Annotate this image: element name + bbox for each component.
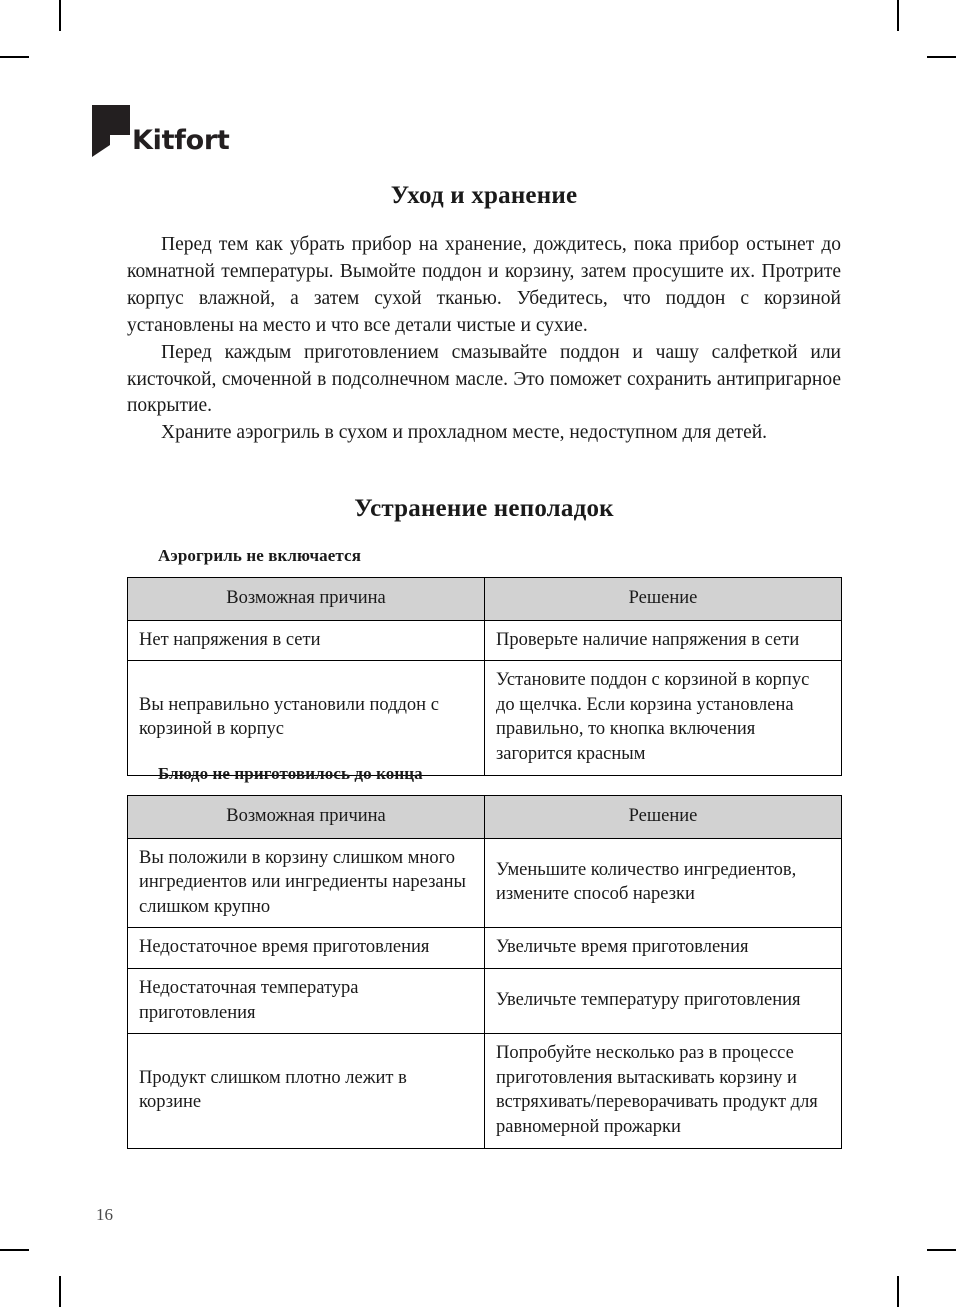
table-header-row [128,796,842,839]
section-title-troubleshooting: Устранение неполадок [354,495,614,522]
cell-solution: Установите поддон с корзиной в корпус до щелчка. Если корзина установлена правильно, то кнопка включения загорится красным [485,661,842,775]
cell-cause: Продукт слишком плотно лежит в корзине [128,1034,485,1148]
section-title-care-and-storage: Уход и хранение [390,182,578,209]
table-row [128,1034,842,1148]
table-row [128,838,842,928]
paragraph: Храните аэрогриль в сухом и прохладном месте, недоступном для детей. [161,422,768,444]
troubleshooting-block-undercooked [127,764,841,1149]
flag-logo-mark-icon [92,105,130,157]
cell-solution: Уменьшите количество ингредиентов, измените способ нарезки [485,838,842,928]
table-row [128,928,842,969]
paragraph: Перед каждым приготовлением смазывайте поддон и чашу салфеткой или кисточкой, смоченной в подсолнечном масле. Это поможет сохранить антипригарное покрытие. [127,341,841,417]
cell-cause: Нет напряжения в сети [128,620,485,661]
table-heading-undercooked: Блюдо не приготовилось до конца [158,764,423,783]
troubleshooting-table-power [127,577,842,776]
table-row [128,620,842,661]
troubleshooting-block-power [127,546,841,776]
brand-name: Kitfort [132,125,230,156]
cell-cause: Вы положили в корзину слишком много ингредиентов или ингредиенты нарезаны слишком крупно [128,838,485,928]
page-number: 16 [96,1205,113,1224]
column-header-solution: Решение [485,578,842,621]
column-header-cause: Возможная причина [128,796,485,839]
column-header-cause: Возможная причина [128,578,485,621]
cell-solution: Увеличьте время приготовления [485,928,842,969]
table-header-row [128,578,842,621]
troubleshooting-table-undercooked [127,795,842,1149]
cell-cause: Недостаточное время приготовления [128,928,485,969]
care-and-storage-body [127,232,841,447]
table-row [128,661,842,775]
cell-solution: Увеличьте температуру приготовления [485,968,842,1033]
cell-cause: Вы неправильно установили поддон с корзиной в корпус [128,661,485,775]
column-header-solution: Решение [485,796,842,839]
brand-logo [92,105,230,157]
cell-solution: Проверьте наличие напряжения в сети [485,620,842,661]
cell-cause: Недостаточная температура приготовления [128,968,485,1033]
table-row [128,968,842,1033]
paragraph: Перед тем как убрать прибор на хранение, дождитесь, пока прибор остынет до комнатной температуры. Вымойте поддон и корзину, затем просушите их. Протрите корпус влажной, а затем сухой тканью. Убедитесь, что поддон с корзиной установлены на место и что все детали чистые и сухие. [127,234,841,336]
table-heading-power: Аэрогриль не включается [158,546,362,565]
cell-solution: Попробуйте несколько раз в процессе приготовления вытаскивать корзину и встряхивать/переворачивать продукт для равномерной прожарки [485,1034,842,1148]
